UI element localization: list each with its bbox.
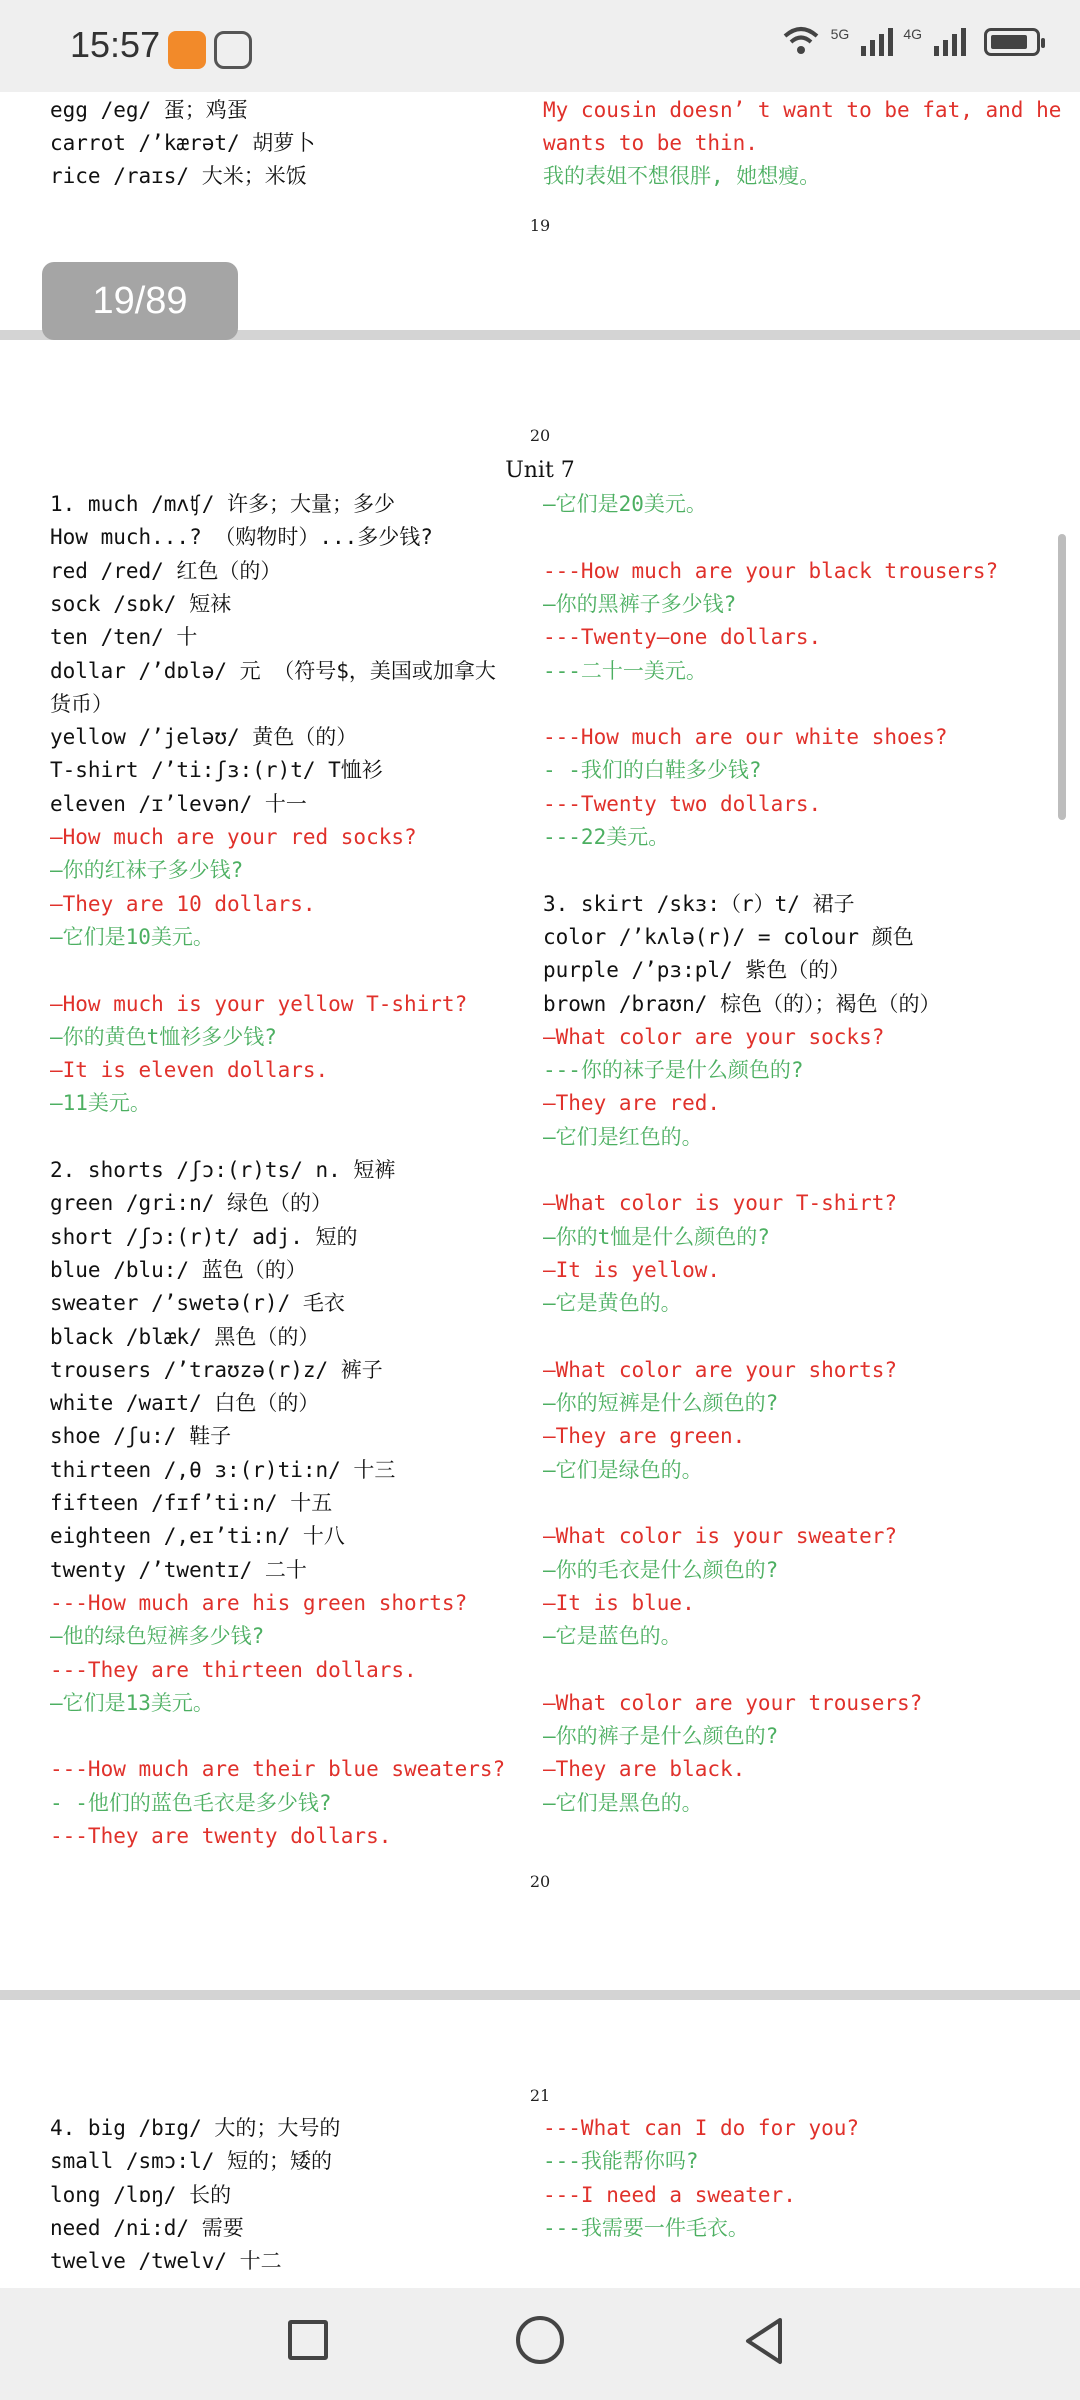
example-line: ---How much are his green shorts? bbox=[50, 1590, 468, 1615]
page-number-top: 21 bbox=[529, 2086, 551, 2105]
vocab-line: rice /raɪs/ 大米；米饭 bbox=[50, 164, 307, 188]
page-separator bbox=[0, 1990, 1080, 2000]
navigation-bar bbox=[0, 2288, 1080, 2400]
page-number-top: 20 bbox=[529, 426, 551, 445]
vocab-line: eleven /ɪ’levən/ 十一 bbox=[50, 791, 307, 816]
example-line: —They are black. bbox=[543, 1757, 746, 1782]
translation-line: ---二十一美元。 bbox=[543, 658, 707, 683]
example-line: ---They are thirteen dollars. bbox=[50, 1657, 417, 1682]
document-page-21 bbox=[0, 2000, 1080, 2288]
vocab-line: 3. skirt /skɜ:（r）t/ 裙子 bbox=[543, 891, 855, 916]
network-4g-label: 4G bbox=[903, 26, 922, 42]
vocab-line: brown /braʊn/ 棕色（的）；褐色（的） bbox=[543, 991, 941, 1016]
status-indicators bbox=[781, 26, 1040, 56]
vocab-line: How much...? （购物时）...多少钱? bbox=[50, 525, 433, 550]
status-bar bbox=[0, 0, 1080, 92]
translation-line: 我的表姐不想很胖, 她想瘦。 bbox=[543, 164, 821, 188]
vocab-line: color /’kʌlə(r)/ = colour 颜色 bbox=[543, 924, 914, 949]
vocab-line: 货币） bbox=[50, 691, 113, 716]
translation-line: —它们是10美元。 bbox=[50, 924, 214, 949]
vocab-line: 4. big /bɪg/ 大的；大号的 bbox=[50, 2116, 341, 2140]
translation-line: - -我们的白鞋多少钱? bbox=[543, 758, 762, 783]
example-line: —They are 10 dollars. bbox=[50, 891, 316, 916]
battery-icon bbox=[984, 28, 1040, 56]
vocab-line: ten /ten/ 十 bbox=[50, 625, 198, 650]
vocab-line: dollar /’dɒlə/ 元 （符号$，美国或加拿大 bbox=[50, 658, 496, 683]
vocab-line: 1. much /mʌʧ/ 许多；大量；多少 bbox=[50, 492, 396, 516]
vocab-line: small /smɔ:l/ 短的；矮的 bbox=[50, 2149, 333, 2174]
vocab-line: sweater /’swetə(r)/ 毛衣 bbox=[50, 1291, 345, 1316]
vocab-line: carrot /’kærət/ 胡萝卜 bbox=[50, 131, 316, 155]
example-line: ---How much are our white shoes? bbox=[543, 725, 948, 750]
example-line: —It is blue. bbox=[543, 1590, 695, 1615]
vocab-line: red /red/ 红色（的） bbox=[50, 558, 282, 583]
translation-line: —它是蓝色的。 bbox=[543, 1624, 682, 1649]
example-line: —How much is your yellow T-shirt? bbox=[50, 991, 468, 1016]
signal-icon bbox=[861, 28, 893, 56]
recent-apps-button[interactable] bbox=[288, 2320, 328, 2360]
hand-app-icon bbox=[214, 31, 252, 69]
translation-line: ---22美元。 bbox=[543, 825, 670, 849]
example-line: ---Twenty two dollars. bbox=[543, 791, 822, 816]
translation-line: —你的t恤是什么颜色的? bbox=[543, 1224, 770, 1249]
vocab-line: long /lɒŋ/ 长的 bbox=[50, 2182, 232, 2207]
example-line: —What color are your shorts? bbox=[543, 1357, 898, 1382]
vocab-line: twenty /’twentɪ/ 二十 bbox=[50, 1557, 307, 1582]
example-line: —They are red. bbox=[543, 1091, 721, 1116]
back-button[interactable] bbox=[742, 2316, 786, 2366]
example-line: wants to be thin. bbox=[543, 131, 758, 155]
vocab-line: sock /sɒk/ 短袜 bbox=[50, 591, 232, 616]
example-line: —What color are your trousers? bbox=[543, 1690, 923, 1715]
translation-line: —你的黑裤子多少钱? bbox=[543, 591, 737, 616]
translation-line: ---我能帮你吗? bbox=[543, 2149, 699, 2174]
vocab-line: black /blæk/ 黑色（的） bbox=[50, 1324, 320, 1349]
home-button[interactable] bbox=[516, 2316, 564, 2364]
vocab-line: egg /eg/ 蛋；鸡蛋 bbox=[50, 98, 248, 122]
vocab-line: need /ni:d/ 需要 bbox=[50, 2215, 244, 2240]
translation-line: —你的黄色t恤衫多少钱? bbox=[50, 1024, 277, 1049]
translation-line: —它们是红色的。 bbox=[543, 1124, 703, 1149]
translation-line: —他的绿色短裤多少钱? bbox=[50, 1624, 265, 1649]
translation-line: —它们是黑色的。 bbox=[543, 1790, 703, 1815]
wifi-icon bbox=[781, 26, 821, 56]
example-line: —How much are your red socks? bbox=[50, 825, 417, 849]
translation-line: ---我需要一件毛衣。 bbox=[543, 2215, 749, 2240]
translation-line: —你的红袜子多少钱? bbox=[50, 858, 244, 883]
example-line: ---They are twenty dollars. bbox=[50, 1824, 392, 1848]
example-line: ---How much are your black trousers? bbox=[543, 558, 999, 583]
example-line: —What color is your sweater? bbox=[543, 1524, 898, 1549]
example-line: ---Twenty—one dollars. bbox=[543, 625, 822, 650]
unit-title: Unit 7 bbox=[505, 458, 575, 483]
network-5g-label: 5G bbox=[830, 26, 850, 42]
document-page-20 bbox=[0, 340, 1080, 1990]
translation-line: —它们是绿色的。 bbox=[543, 1457, 703, 1482]
vocab-line: green /gri:n/ 绿色（的） bbox=[50, 1191, 333, 1216]
example-line: ---How much are their blue sweaters? bbox=[50, 1757, 506, 1782]
scrollbar[interactable] bbox=[1058, 534, 1066, 820]
vocab-line: fifteen /fɪf’ti:n/ 十五 bbox=[50, 1491, 333, 1515]
vocab-line: shoe /ʃu:/ 鞋子 bbox=[50, 1424, 232, 1449]
translation-line: —你的毛衣是什么颜色的? bbox=[543, 1557, 779, 1582]
vocab-line: twelve /twelv/ 十二 bbox=[50, 2249, 282, 2274]
example-line: ---What can I do for you? bbox=[543, 2116, 860, 2140]
signal-icon bbox=[934, 28, 966, 56]
translation-line: —它们是13美元。 bbox=[50, 1690, 214, 1715]
vocab-line: eighteen /,eɪ’ti:n/ 十八 bbox=[50, 1524, 345, 1549]
example-line: —What color is your T-shirt? bbox=[543, 1191, 898, 1216]
vocab-line: thirteen /,θ ɜ:(r)ti:n/ 十三 bbox=[50, 1457, 396, 1482]
page-indicator[interactable]: 19/89 bbox=[42, 262, 238, 340]
status-time: 15:57 bbox=[70, 24, 161, 65]
translation-line: —它是黄色的。 bbox=[543, 1291, 682, 1316]
translation-line: —11美元。 bbox=[50, 1091, 151, 1116]
translation-line: —你的短裤是什么颜色的? bbox=[543, 1391, 779, 1416]
translation-line: —它们是20美元。 bbox=[543, 492, 707, 516]
translation-line: —你的裤子是什么颜色的? bbox=[543, 1724, 779, 1749]
vocab-line: 2. shorts /ʃɔ:(r)ts/ n. 短裤 bbox=[50, 1158, 396, 1182]
vocab-line: short /ʃɔ:(r)t/ adj. 短的 bbox=[50, 1224, 358, 1249]
example-line: —It is yellow. bbox=[543, 1257, 721, 1282]
page-number-bottom: 20 bbox=[529, 1872, 551, 1891]
vocab-line: blue /blu:/ 蓝色（的） bbox=[50, 1257, 307, 1282]
vocab-line: yellow /’jeləʊ/ 黄色（的） bbox=[50, 725, 358, 750]
vocab-line: purple /’pɜ:pl/ 紫色（的） bbox=[543, 958, 851, 983]
example-line: My cousin doesn’ t want to be fat, and he bbox=[543, 98, 1062, 122]
vocab-line: trousers /’traʊzə(r)z/ 裤子 bbox=[50, 1357, 383, 1382]
vocab-line: T-shirt /’ti:ʃɜ:(r)t/ T恤衫 bbox=[50, 758, 383, 783]
page-number: 19 bbox=[529, 216, 551, 235]
video-app-icon bbox=[168, 31, 206, 69]
translation-line: ---你的袜子是什么颜色的? bbox=[543, 1058, 804, 1083]
example-line: —It is eleven dollars. bbox=[50, 1058, 329, 1083]
example-line: —They are green. bbox=[543, 1424, 746, 1449]
example-line: —What color are your socks? bbox=[543, 1024, 885, 1049]
translation-line: - -他们的蓝色毛衣是多少钱? bbox=[50, 1790, 332, 1815]
example-line: ---I need a sweater. bbox=[543, 2182, 796, 2207]
vocab-line: white /waɪt/ 白色（的） bbox=[50, 1391, 320, 1416]
